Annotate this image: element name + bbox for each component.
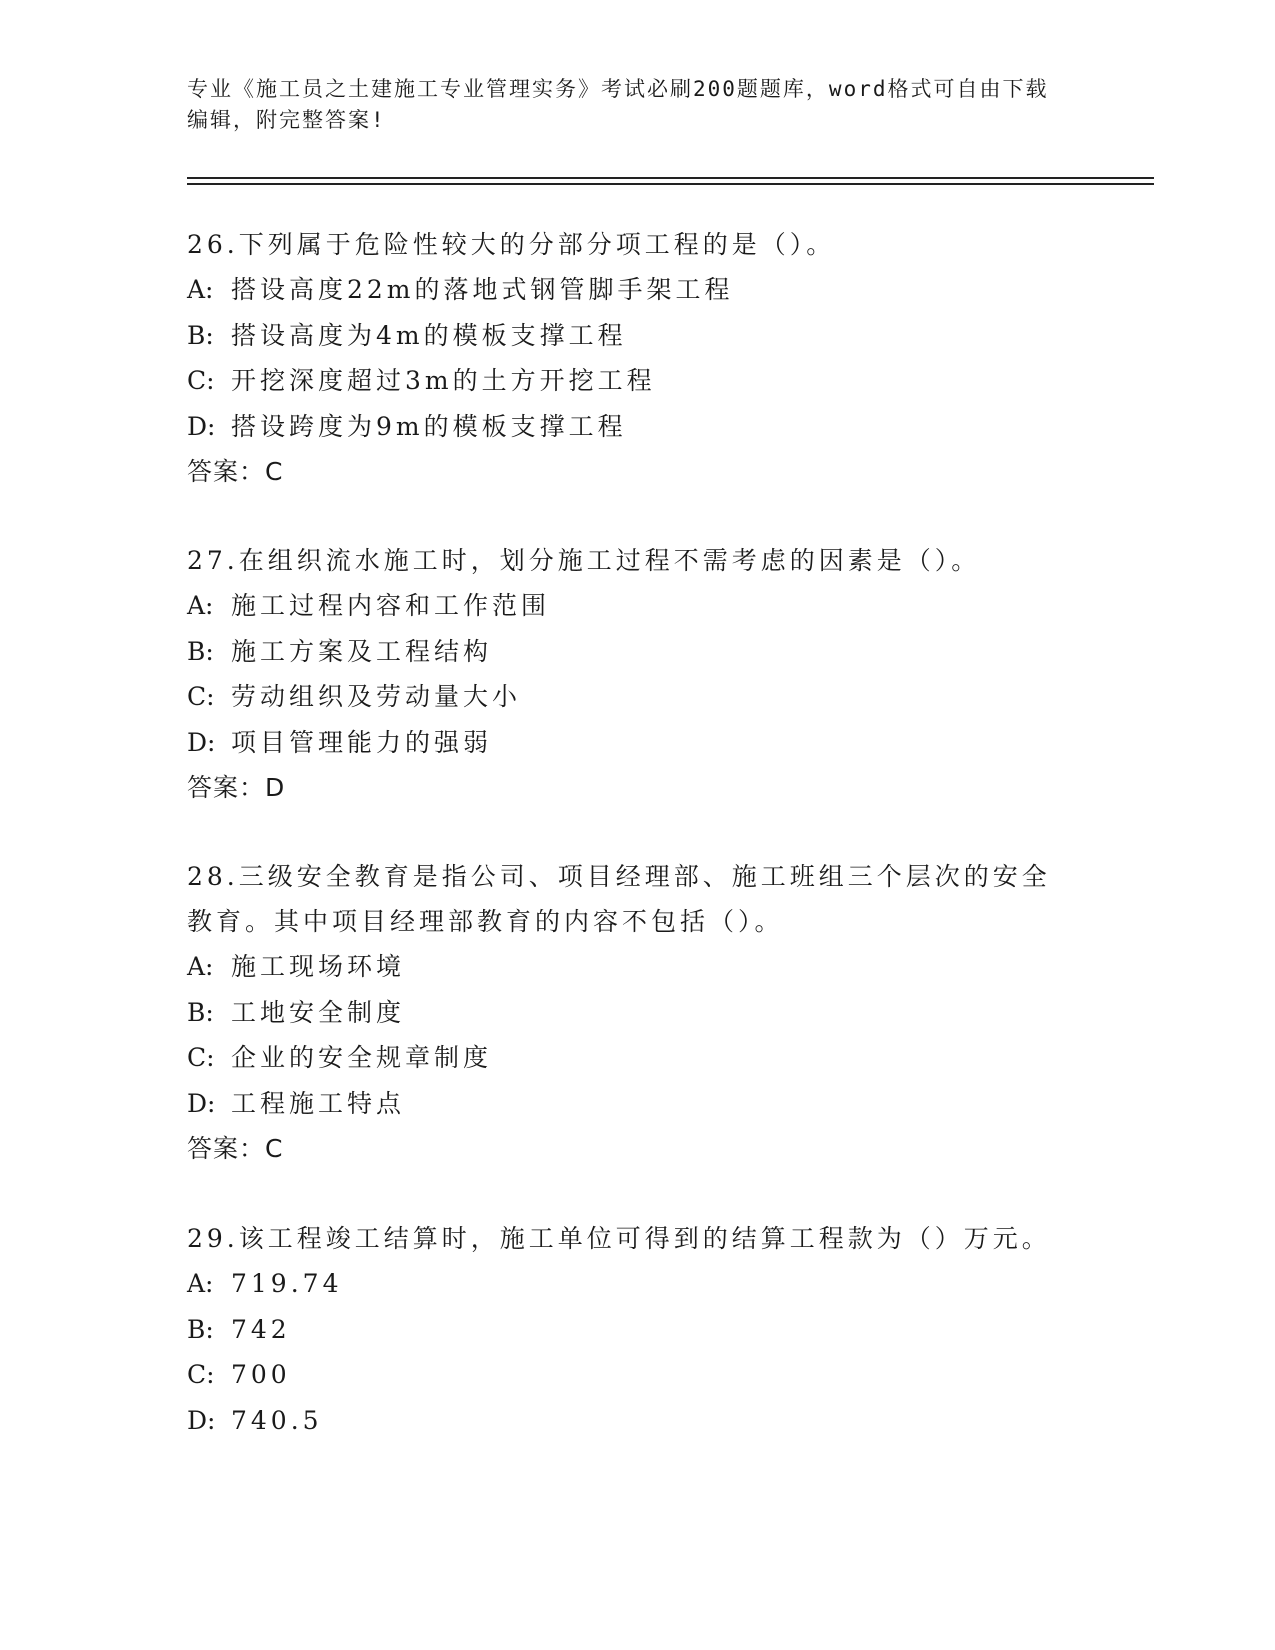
question-27 xyxy=(187,538,1087,810)
answer-label: 答案：C xyxy=(187,1134,284,1163)
option-letter: D: xyxy=(187,727,216,757)
header-divider-bottom xyxy=(187,183,1154,185)
option-text: 719.74 xyxy=(231,1269,343,1298)
option-c xyxy=(187,674,1087,720)
option-c xyxy=(187,358,1087,404)
option-letter: C: xyxy=(187,366,215,395)
question-29 xyxy=(187,1216,1087,1443)
option-text: 项目管理能力的强弱 xyxy=(231,727,493,757)
header-divider-top xyxy=(187,177,1154,179)
option-text: 施工现场环境 xyxy=(231,952,406,981)
option-text: 742 xyxy=(231,1314,291,1344)
question-stem: 26.下列属于危险性较大的分部分项工程的是（）。 xyxy=(187,230,836,259)
option-letter: B: xyxy=(187,636,214,666)
option-letter: C: xyxy=(187,1360,215,1389)
option-letter: C: xyxy=(187,682,215,711)
option-b xyxy=(187,629,1087,675)
option-c xyxy=(187,1035,1067,1081)
option-text: 700 xyxy=(231,1360,291,1389)
option-d xyxy=(187,1398,1087,1444)
option-text: 工地安全制度 xyxy=(231,997,406,1027)
option-text: 740.5 xyxy=(231,1405,323,1435)
option-letter: A: xyxy=(187,1269,214,1298)
option-letter: B: xyxy=(187,320,214,350)
question-stem: 27.在组织流水施工时，划分施工过程不需考虑的因素是（）。 xyxy=(187,546,981,575)
option-b xyxy=(187,990,1067,1036)
option-d xyxy=(187,720,1087,766)
document-description: 专业《施工员之土建施工专业管理实务》考试必刷200题题库，word格式可自由下载编辑，附完整答案! xyxy=(187,77,1049,132)
option-d xyxy=(187,1081,1067,1127)
option-text: 工程施工特点 xyxy=(231,1088,406,1118)
option-letter: A: xyxy=(187,952,214,981)
option-text: 搭设高度为4m的模板支撑工程 xyxy=(231,320,627,350)
option-text: 搭设高度22m的落地式钢管脚手架工程 xyxy=(231,275,734,304)
option-letter: C: xyxy=(187,1043,215,1072)
option-letter: D: xyxy=(187,1405,216,1435)
option-letter: B: xyxy=(187,997,214,1027)
answer-label: 答案：C xyxy=(187,457,284,486)
option-a xyxy=(187,583,1087,629)
option-letter: B: xyxy=(187,1314,214,1344)
option-letter: D: xyxy=(187,1088,216,1118)
answer-label: 答案：D xyxy=(187,773,286,802)
option-d xyxy=(187,404,1087,450)
question-stem: 29.该工程竣工结算时，施工单位可得到的结算工程款为（）万元。 xyxy=(187,1224,1051,1253)
option-text: 搭设跨度为9m的模板支撑工程 xyxy=(231,411,627,441)
option-text: 劳动组织及劳动量大小 xyxy=(231,682,522,711)
option-text: 施工方案及工程结构 xyxy=(231,636,493,666)
option-b xyxy=(187,313,1087,359)
option-a xyxy=(187,1261,1087,1307)
option-text: 开挖深度超过3m的土方开挖工程 xyxy=(231,366,656,395)
question-stem: 28.三级安全教育是指公司、项目经理部、施工班组三个层次的安全教育。其中项目经理部教育的内容不包括（）。 xyxy=(187,862,1051,936)
option-letter: A: xyxy=(187,591,214,620)
option-c xyxy=(187,1352,1087,1398)
option-letter: D: xyxy=(187,411,216,441)
question-28 xyxy=(187,854,1067,1171)
option-text: 施工过程内容和工作范围 xyxy=(231,591,551,620)
option-text: 企业的安全规章制度 xyxy=(231,1043,493,1072)
option-letter: A: xyxy=(187,275,214,304)
option-a xyxy=(187,267,1087,313)
option-b xyxy=(187,1307,1087,1353)
question-26 xyxy=(187,222,1087,494)
option-a xyxy=(187,944,1067,990)
